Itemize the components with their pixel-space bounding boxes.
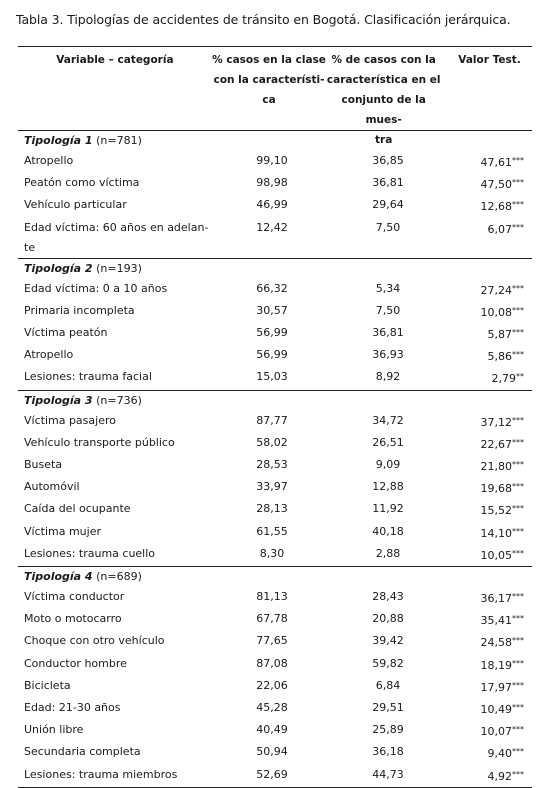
variable-cell: Conductor hombre	[24, 656, 127, 670]
valor-test-value: 18,19	[480, 658, 512, 672]
valor-test-cell	[446, 345, 532, 367]
pct-clase-cell: 22,06	[256, 678, 288, 692]
group-count: (n=689)	[92, 570, 142, 584]
table-row	[18, 544, 532, 566]
variable-cell: Víctima conductor	[24, 590, 125, 604]
valor-test-value: 17,97	[480, 680, 512, 694]
valor-test-value: 27,24	[480, 283, 512, 297]
pct-conjunto-cell: 5,34	[375, 281, 401, 295]
pct-clase-cell: 67,78	[256, 612, 288, 626]
table-row	[18, 345, 532, 367]
variable-cell: Atropello	[24, 348, 74, 362]
valor-test-cell	[446, 455, 532, 477]
valor-test-cell	[446, 301, 532, 323]
significance-marker: ***	[512, 592, 524, 602]
group-name: Tipología 3	[24, 393, 93, 407]
valor-test-value: 10,05	[480, 548, 512, 562]
variable-cell: Peatón como víctima	[24, 176, 140, 190]
table-row	[18, 173, 532, 195]
significance-marker: ***	[512, 747, 524, 757]
significance-marker: ***	[512, 680, 524, 690]
valor-test-value: 5,87	[487, 328, 512, 342]
group-count: (n=193)	[92, 261, 142, 275]
pct-clase-cell: 56,99	[256, 348, 288, 362]
pct-clase-cell: 28,53	[256, 458, 288, 472]
table-row	[18, 301, 532, 323]
variable-cell: Primaria incompleta	[24, 303, 135, 317]
variable-cell: Bicicleta	[24, 678, 71, 692]
table-row	[18, 195, 532, 217]
significance-marker: ***	[512, 222, 524, 232]
pct-clase-cell: 77,65	[256, 634, 288, 648]
valor-test-value: 6,07	[487, 222, 512, 236]
valor-test-value: 24,58	[480, 636, 512, 650]
valor-test-value: 2,79	[491, 372, 516, 386]
valor-test-cell	[446, 698, 532, 720]
valor-test-cell	[446, 367, 532, 389]
variable-cell: Automóvil	[24, 480, 80, 494]
valor-test-cell	[446, 151, 532, 173]
pct-conjunto-cell: 36,18	[372, 745, 404, 759]
table-row	[18, 411, 532, 433]
valor-test-value: 4,92	[487, 769, 512, 783]
variable-cell: Buseta	[24, 458, 63, 472]
valor-test-cell	[446, 676, 532, 698]
pct-conjunto-cell: 29,64	[372, 198, 404, 212]
valor-test-cell	[446, 279, 532, 301]
pct-clase-cell: 66,32	[256, 281, 288, 295]
variable-cell: Víctima peatón	[24, 326, 108, 340]
variable-cell: Choque con otro vehículo	[24, 634, 165, 648]
valor-test-value: 10,49	[480, 703, 512, 717]
valor-test-cell	[446, 631, 532, 653]
group-heading	[18, 567, 532, 587]
variable-cell: Víctima mujer	[24, 524, 101, 538]
table-row	[18, 367, 532, 389]
table-row	[18, 676, 532, 698]
valor-test-cell	[446, 522, 532, 544]
significance-marker: ***	[512, 437, 524, 447]
valor-test-cell	[446, 720, 532, 742]
pct-conjunto-cell: 9,09	[375, 458, 401, 472]
table-body	[18, 131, 532, 788]
pct-clase-cell: 87,08	[256, 656, 288, 670]
pct-clase-cell: 61,55	[256, 524, 288, 538]
significance-marker: ***	[512, 526, 524, 536]
table-row	[18, 433, 532, 455]
valor-test-value: 47,50	[480, 178, 512, 192]
pct-clase-cell: 28,13	[256, 502, 288, 516]
pct-conjunto-cell: 11,92	[372, 502, 404, 516]
significance-marker: ***	[512, 548, 524, 558]
pct-conjunto-cell: 28,43	[372, 590, 404, 604]
significance-marker: ***	[512, 200, 524, 210]
valor-test-value: 5,86	[487, 350, 512, 364]
pct-clase-cell: 99,10	[256, 154, 288, 167]
group-name: Tipología 1	[24, 134, 93, 147]
group-heading	[18, 131, 532, 151]
valor-test-cell	[446, 195, 532, 217]
valor-test-value: 22,67	[480, 437, 512, 451]
significance-marker: ***	[512, 769, 524, 779]
variable-cell: Moto o motocarro	[24, 612, 122, 626]
header-pct-clase: % casos en la clase con la característi- ca	[212, 54, 326, 106]
header-variable: Variable – categoría	[56, 54, 174, 66]
significance-marker: ***	[512, 725, 524, 735]
pct-conjunto-cell: 25,89	[372, 723, 404, 737]
table-row	[18, 720, 532, 742]
valor-test-cell	[446, 173, 532, 195]
pct-conjunto-cell: 7,50	[375, 220, 401, 234]
significance-marker: ***	[512, 350, 524, 360]
pct-conjunto-cell: 59,82	[372, 656, 404, 670]
valor-test-cell	[446, 323, 532, 345]
table-row	[18, 455, 532, 477]
table-row	[18, 323, 532, 345]
significance-marker: ***	[512, 658, 524, 668]
typology-group	[18, 391, 532, 567]
valor-test-cell	[446, 587, 532, 609]
group-name: Tipología 4	[24, 570, 93, 584]
significance-marker: ***	[512, 460, 524, 470]
pct-clase-cell: 15,03	[256, 370, 288, 384]
table-row	[18, 522, 532, 544]
variable-cell: Atropello	[24, 154, 74, 167]
variable-cell: Secundaria completa	[24, 745, 141, 759]
table-row	[18, 609, 532, 631]
significance-marker: ***	[512, 305, 524, 315]
variable-cell: Víctima pasajero	[24, 413, 116, 427]
typology-group	[18, 131, 532, 259]
table-row	[18, 151, 532, 173]
significance-marker: ***	[512, 156, 524, 165]
pct-clase-cell: 98,98	[256, 176, 288, 190]
significance-marker: ***	[512, 328, 524, 338]
group-heading	[18, 391, 532, 411]
pct-conjunto-cell: 8,92	[375, 370, 401, 384]
variable-cell: Unión libre	[24, 723, 84, 737]
pct-clase-cell: 81,13	[256, 590, 288, 604]
valor-test-value: 14,10	[480, 526, 512, 540]
pct-conjunto-cell: 40,18	[372, 524, 404, 538]
header-valor-test: Valor Test.	[458, 54, 521, 66]
pct-conjunto-cell: 36,81	[372, 176, 404, 190]
significance-marker: ***	[512, 614, 524, 624]
valor-test-cell	[446, 765, 532, 787]
valor-test-value: 15,52	[480, 504, 512, 518]
typology-group	[18, 259, 532, 391]
table-row	[18, 477, 532, 499]
table-row	[18, 698, 532, 720]
variable-cell: Lesiones: trauma miembros	[24, 767, 178, 781]
significance-marker: ***	[512, 415, 524, 425]
pct-conjunto-cell: 36,85	[372, 154, 404, 167]
pct-conjunto-cell: 36,81	[372, 326, 404, 340]
pct-clase-cell: 8,30	[259, 546, 285, 560]
table-row	[18, 499, 532, 521]
significance-marker: ***	[512, 636, 524, 646]
significance-marker: ***	[512, 178, 524, 188]
pct-clase-cell: 46,99	[256, 198, 288, 212]
table-row	[18, 587, 532, 609]
variable-label: Edad víctima: 60 años en adelan- te	[24, 220, 209, 254]
pct-conjunto-cell: 29,51	[372, 701, 404, 715]
variable-cell: Caída del ocupante	[24, 502, 131, 516]
significance-marker: ***	[512, 283, 524, 293]
valor-test-cell	[446, 411, 532, 433]
pct-conjunto-cell: 36,93	[372, 348, 404, 362]
valor-test-value: 19,68	[480, 482, 512, 496]
pct-conjunto-cell: 34,72	[372, 413, 404, 427]
valor-test-cell	[446, 742, 532, 764]
variable-cell: Edad: 21-30 años	[24, 701, 121, 715]
valor-test-value: 35,41	[480, 614, 512, 628]
pct-clase-cell: 87,77	[256, 413, 288, 427]
pct-clase-cell: 12,42	[256, 220, 288, 234]
valor-test-value: 10,07	[480, 725, 512, 739]
pct-conjunto-cell: 2,88	[375, 546, 401, 560]
header-pct-conjunto: % de casos con la característica en el conjunto de la mues- tra	[326, 54, 441, 146]
table-row	[18, 765, 532, 787]
variable-cell: Lesiones: trauma cuello	[24, 546, 156, 560]
variable-cell: Vehículo particular	[24, 198, 127, 212]
pct-clase-cell: 40,49	[256, 723, 288, 737]
typology-table	[18, 46, 532, 788]
valor-test-cell	[446, 609, 532, 631]
valor-test-cell	[446, 218, 532, 258]
valor-test-cell	[446, 477, 532, 499]
significance-marker: ***	[512, 504, 524, 514]
valor-test-cell	[446, 499, 532, 521]
significance-marker: ***	[512, 482, 524, 492]
valor-test-value: 36,17	[480, 592, 512, 606]
group-count: (n=736)	[92, 393, 142, 407]
pct-clase-cell: 56,99	[256, 326, 288, 340]
significance-marker: ***	[512, 703, 524, 713]
pct-clase-cell: 52,69	[256, 767, 288, 781]
pct-clase-cell: 58,02	[256, 435, 288, 449]
variable-cell	[18, 218, 214, 258]
group-count: (n=781)	[92, 134, 142, 147]
typology-group	[18, 567, 532, 788]
valor-test-cell	[446, 433, 532, 455]
pct-clase-cell: 33,97	[256, 480, 288, 494]
valor-test-value: 47,61	[480, 156, 512, 169]
variable-cell: Lesiones: trauma facial	[24, 370, 152, 384]
pct-conjunto-cell: 20,88	[372, 612, 404, 626]
valor-test-cell	[446, 544, 532, 566]
pct-clase-cell: 30,57	[256, 303, 288, 317]
group-heading	[18, 259, 532, 279]
table-row	[18, 742, 532, 764]
pct-conjunto-cell: 39,42	[372, 634, 404, 648]
pct-conjunto-cell: 6,84	[375, 678, 401, 692]
pct-clase-cell: 45,28	[256, 701, 288, 715]
pct-conjunto-cell: 44,73	[372, 767, 404, 781]
variable-cell: Edad víctima: 0 a 10 años	[24, 281, 168, 295]
valor-test-value: 12,68	[480, 200, 512, 214]
pct-conjunto-cell: 12,88	[372, 480, 404, 494]
pct-conjunto-cell: 26,51	[372, 435, 404, 449]
pct-conjunto-cell: 7,50	[375, 303, 401, 317]
valor-test-value: 21,80	[480, 460, 512, 474]
table-row	[18, 654, 532, 676]
group-name: Tipología 2	[24, 261, 93, 275]
valor-test-cell	[446, 654, 532, 676]
valor-test-value: 37,12	[480, 415, 512, 429]
table-row	[18, 218, 532, 258]
valor-test-value: 9,40	[487, 747, 512, 761]
variable-cell: Vehículo transporte público	[24, 435, 175, 449]
table-caption: Tabla 3. Tipologías de accidentes de tránsito en Bogotá. Clasificación jerárquica.	[16, 12, 511, 27]
table-row	[18, 279, 532, 301]
table-row	[18, 631, 532, 653]
significance-marker: **	[516, 372, 524, 382]
pct-clase-cell: 50,94	[256, 745, 288, 759]
valor-test-value: 10,08	[480, 305, 512, 319]
